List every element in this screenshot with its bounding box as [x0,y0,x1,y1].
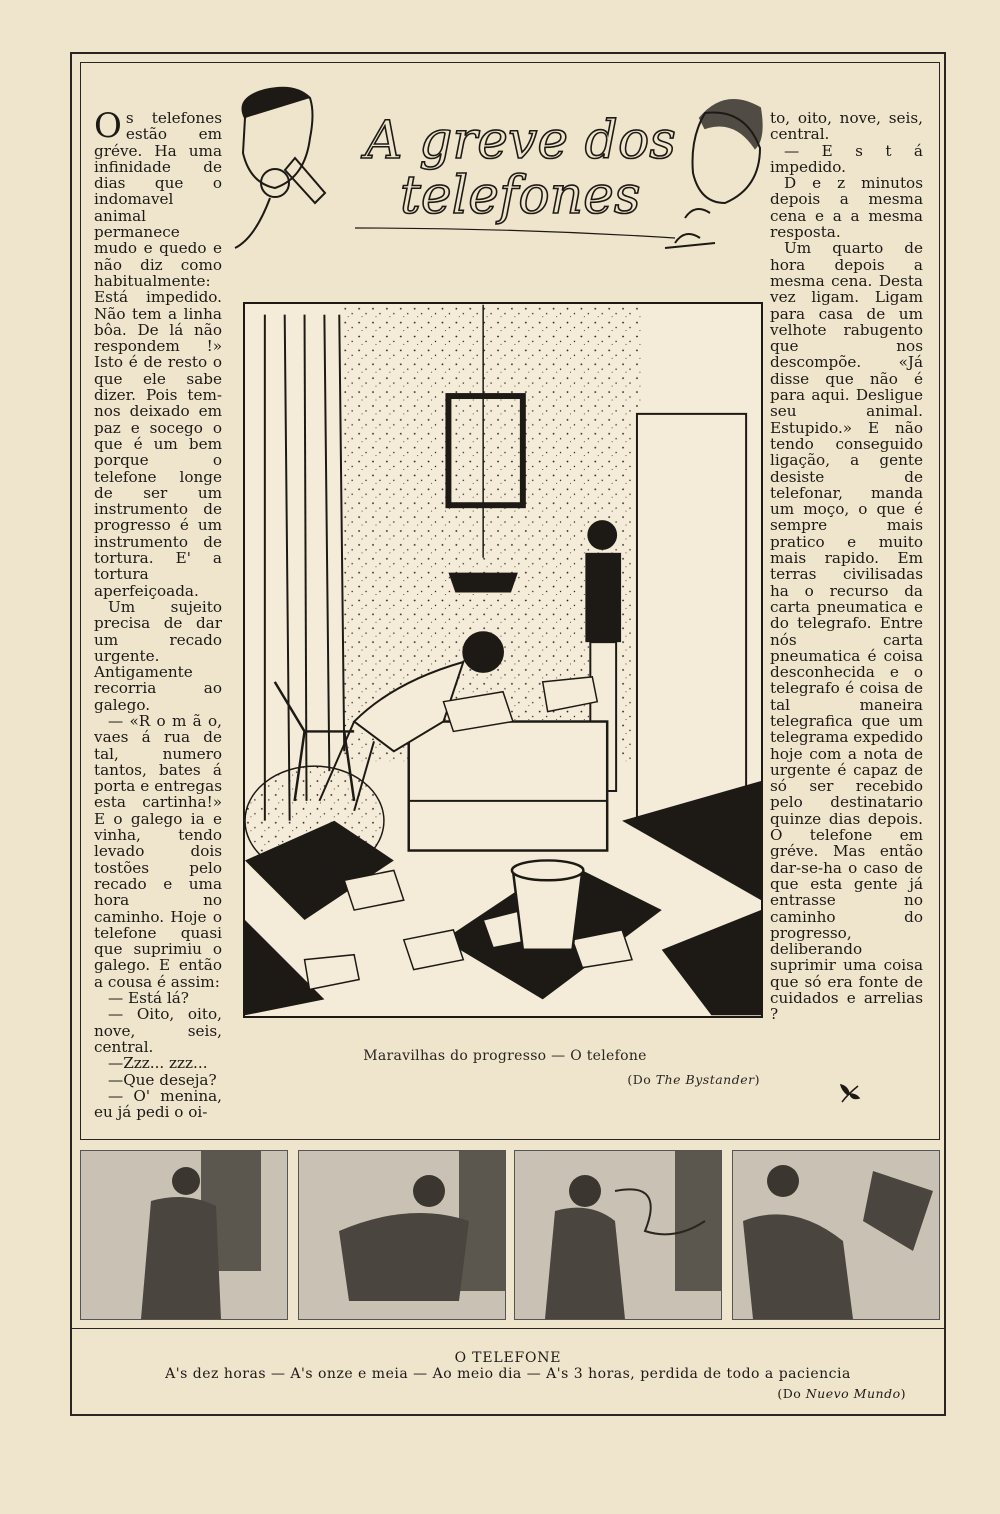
illustration-caption: Maravilhas do progresso — O telefone [363,1048,647,1064]
strip-credit-source: Nuevo Mundo [805,1386,901,1401]
man-phone-drawing [235,88,325,248]
left-paragraph: — «R o m ã o, vaes á rua de tal, numero tantos, bates á porta e entregas esta cartinha!» E o galego ia e vinha, tendo levado dois tostões pelo recado e uma hora no caminho. Hoje o telefone quasi que suprimiu o galego. E então a cousa é assim: [94,711,222,991]
waste-basket [513,870,582,949]
left-column [94,106,222,1122]
desk-drawing [409,722,607,851]
title-line-2: telefones [400,166,641,226]
left-paragraph: — Oito, oito, nove, seis, central. [94,1005,222,1056]
illustration-credit: (Do The Bystander) [627,1072,760,1087]
left-paragraph: — Está lá? [108,989,189,1008]
right-paragraph: D e z minutos depois a mesma cena e a a mesma resposta. [770,174,923,242]
drop-cap: O [94,106,122,146]
header-illustration [215,78,765,278]
right-column [770,110,923,1023]
right-paragraph: Um quarto de hora depois a mesma cena. Desta vez ligam. Ligam para casa de um velhote rabugento que nos descompõe. «Já disse que não é para aqui. Desligue seu animal. Estupido.» E não tendo conseguido ligação, a gente desiste de telefonar, manda um moço, o que é sempre mais pratico e muito mais rapido. Em terras civilisadas ha o recurso da carta pneumatica e do telegrafo. Entre nós carta pneumatica é coisa desconhecida e o telegrafo é coisa de tal maneira telegrafica que um telegrama expedido hoje com a nota de urgente é capaz de só ser recebido pelo destinatario quinze dias depois. O telefone em gréve. Mas então dar-se-ha o caso de que esta gente já entrasse no caminho do progresso, deliberando suprimir uma coisa que só era fonte de cuidados e arrelias ? [770,239,923,1024]
leaf-ornament-icon [838,1082,862,1106]
strip-photo-2 [298,1150,506,1320]
strip-photo-3 [514,1150,722,1320]
left-paragraph: —Zzz... zzz... [108,1054,208,1073]
left-paragraph: s telefones estão em gréve. Ha uma infinidade de dias que o indomavel animal permanece mudo e quedo e não diz como habitualmente: Está impedido. Não tem a linha bôa. De lá não respondem !» Isto é de resto o que ele sabe dizer. Pois tem-nos deixado em paz e socego o que é um bem porque o telefone longe de ser um instrumento de progresso é um instrumento de tortura. E' a tortura aperfeiçoada. [94,109,222,600]
credit-source: The Bystander [655,1072,755,1087]
main-illustration [243,302,763,1018]
strip-caption: A's dez horas — A's onze e meia — Ao meio dia — A's 3 horas, perdida de todo a paciencia [165,1366,851,1382]
left-paragraph: — O' menina, eu já pedi o oi- [94,1086,222,1122]
strip-photo-4 [732,1150,940,1320]
left-paragraph: —Que deseja? [108,1070,217,1089]
strip-title: O TELEFONE [454,1350,562,1366]
right-paragraph: — E s t á impedido. [770,141,923,176]
strip-photo-1 [80,1150,288,1320]
left-paragraph: Um sujeito precisa de dar um recado urgente. Antigamente recorria ao galego. [94,597,222,714]
title-line-1: A greve dos [365,111,676,171]
hanging-lamp [448,573,517,593]
right-paragraph: to, oito, nove, seis, central. [770,109,923,144]
woman-phone-drawing [665,100,762,248]
strip-credit: (Do Nuevo Mundo) [777,1386,906,1401]
door-drawing [637,414,746,821]
